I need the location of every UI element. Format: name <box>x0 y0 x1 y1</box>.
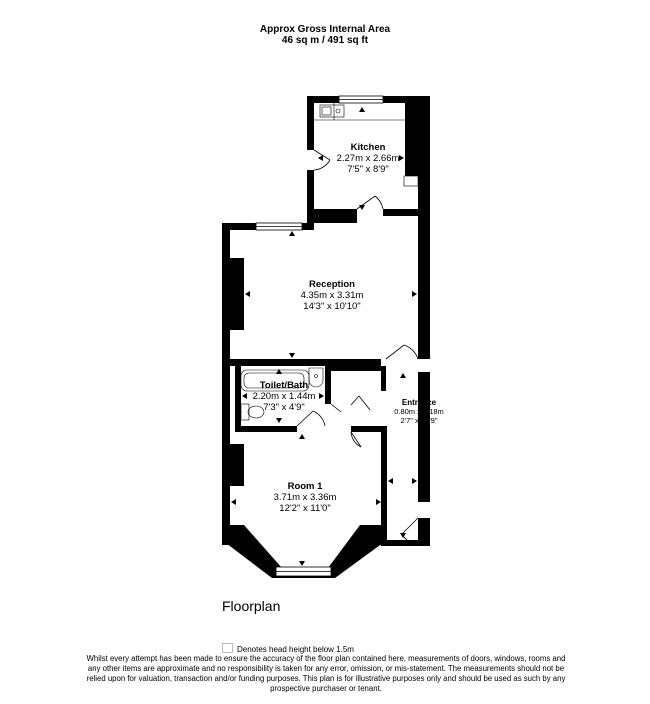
outer-left-wall <box>222 223 230 545</box>
cupboard-top-wall <box>331 366 386 371</box>
entrance-metric: 0.80m x 4.18m <box>394 407 444 416</box>
floorplan-label: Floorplan <box>222 598 281 614</box>
kitchen-metric: 2.27m x 2.66m <box>336 153 400 164</box>
toilet-bottom-wall <box>235 426 297 432</box>
toilet-imperial: 7'3" x 4'9" <box>263 402 305 413</box>
toilet-name: Toilet/Bath <box>259 380 309 391</box>
reception-bottom-wall <box>230 359 381 366</box>
legend-swatch-icon <box>222 643 233 653</box>
reception-metric: 4.35m x 3.31m <box>300 290 364 301</box>
room1-chimney-breast <box>230 444 244 486</box>
outer-right-wall-upper <box>418 209 430 359</box>
entrance-bottom-wall <box>381 540 430 546</box>
cupboard-right-wall <box>381 366 386 391</box>
kitchen-imperial: 7'5" x 8'9" <box>347 164 389 175</box>
toilet-metric: 2.20m x 1.44m <box>252 391 316 402</box>
reception-chimney-breast <box>230 258 244 330</box>
area-title: Approx Gross Internal Area <box>259 24 391 35</box>
room-label-toilet <box>244 380 324 413</box>
kitchen-name: Kitchen <box>350 142 386 153</box>
reception-imperial: 14'3" x 10'10" <box>303 301 361 312</box>
room1-metric: 3.71m x 3.36m <box>273 492 337 503</box>
room1-imperial: 12'2" x 11'0" <box>279 503 331 514</box>
room-label-room1 <box>253 481 357 514</box>
room-label-entrance <box>387 398 451 425</box>
outer-right-wall-mid <box>418 372 430 502</box>
room1-name: Room 1 <box>287 481 323 492</box>
disclaimer: Whilst every attempt has been made to ensure the accuracy of the floor plan contained here, measurements of doors, windows, rooms and any other items are approximate and no responsibility is taken for any error, omission, or mis-statement. The measurements should not be relied upon for valuation, transaction and/or funding purposes. This plan is for illustrative purposes only and should be used as such by any prospective purchaser or tenant. <box>86 654 566 693</box>
room1-top-wall-right <box>351 426 386 432</box>
room-label-reception <box>272 279 392 312</box>
entrance-name: Entrance <box>401 398 437 407</box>
room-label-kitchen <box>320 142 416 175</box>
legend-text: Denotes head height below 1.5m <box>237 645 354 654</box>
toilet-left-wall <box>235 366 241 426</box>
area-size: 46 sq m / 491 sq ft <box>281 35 369 46</box>
reception-name: Reception <box>309 279 355 290</box>
entrance-imperial: 2'7" x 13'9" <box>400 416 438 425</box>
kitchen-bottom-wall-left <box>307 209 357 223</box>
toilet-right-wall <box>325 366 331 404</box>
